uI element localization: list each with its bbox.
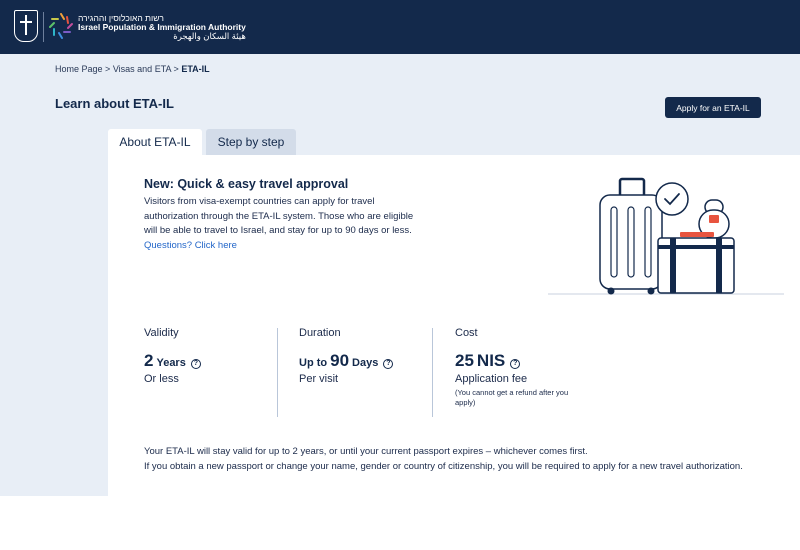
questions-link[interactable]: Questions? Click here (144, 240, 237, 252)
duration-sub: Per visit (299, 373, 339, 385)
duration-value (299, 351, 393, 371)
cost-stat (455, 327, 585, 408)
breadcrumb (55, 64, 210, 74)
tab-about-eta[interactable]: About ETA-IL (108, 129, 202, 155)
cost-help-icon[interactable]: ? (510, 359, 520, 369)
state-emblem-icon[interactable] (14, 10, 38, 42)
authority-name-arabic: هيئة السكان والهجرة (173, 31, 246, 41)
breadcrumb-current: ETA-IL (181, 64, 210, 74)
breadcrumb-home-link[interactable]: Home Page (55, 64, 103, 74)
stat-divider (432, 328, 433, 417)
authority-name-hebrew: רשות האוכלוסין וההגירה (78, 13, 164, 23)
validity-sub: Or less (144, 373, 179, 385)
cost-label: Cost (455, 327, 478, 339)
about-panel (108, 155, 800, 496)
duration-help-icon[interactable]: ? (383, 359, 393, 369)
cost-value (455, 351, 585, 371)
authority-name-english: Israel Population & Immigration Authority (78, 22, 246, 32)
intro-text (144, 195, 424, 254)
cost-refund-note: (You cannot get a refund after you apply) (455, 388, 569, 407)
validity-details-line1: Your ETA-IL will stay valid for up to 2 years, or until your current passport expires – whichever comes first. (144, 446, 588, 457)
validity-number: 2 (144, 351, 154, 370)
validity-details (144, 445, 764, 474)
validity-details-line2: If you obtain a new passport or change your name, gender or country of citizenship, you will be required to apply for a new travel authorization. (144, 460, 743, 472)
duration-number: 90 (330, 351, 350, 370)
cost-unit: NIS (476, 351, 506, 370)
breadcrumb-separator: > (173, 64, 179, 74)
intro-heading: New: Quick & easy travel approval (144, 177, 349, 191)
page-title: Learn about ETA-IL (55, 96, 174, 111)
validity-help-icon[interactable]: ? (191, 359, 201, 369)
duration-unit: Days (352, 357, 379, 369)
validity-stat (144, 327, 201, 385)
apply-eta-button[interactable]: Apply for an ETA-IL (665, 97, 761, 118)
header-divider (43, 12, 44, 42)
duration-label: Duration (299, 327, 341, 339)
cost-sub: Application fee (455, 373, 528, 385)
validity-value (144, 351, 201, 371)
duration-prefix: Up to (299, 357, 328, 369)
breadcrumb-visas-link[interactable]: Visas and ETA (112, 64, 172, 74)
validity-label: Validity (144, 327, 179, 339)
tab-step-by-step[interactable]: Step by step (206, 129, 296, 155)
intro-body: Visitors from visa-exempt countries can apply for travel authorization through the ETA-IL system. Those who are eligible will be able to travel to Israel, and stay for up to 90 days or less. (144, 196, 414, 237)
cost-number: 25 (455, 351, 474, 370)
page-body (0, 54, 800, 496)
duration-stat (299, 327, 393, 385)
validity-unit: Years (156, 357, 186, 369)
stat-divider (277, 328, 278, 417)
authority-logo-icon[interactable] (48, 13, 74, 39)
authority-name[interactable] (78, 14, 246, 41)
breadcrumb-separator: > (105, 64, 111, 74)
site-header (0, 0, 800, 54)
luggage-illustration (548, 175, 784, 299)
